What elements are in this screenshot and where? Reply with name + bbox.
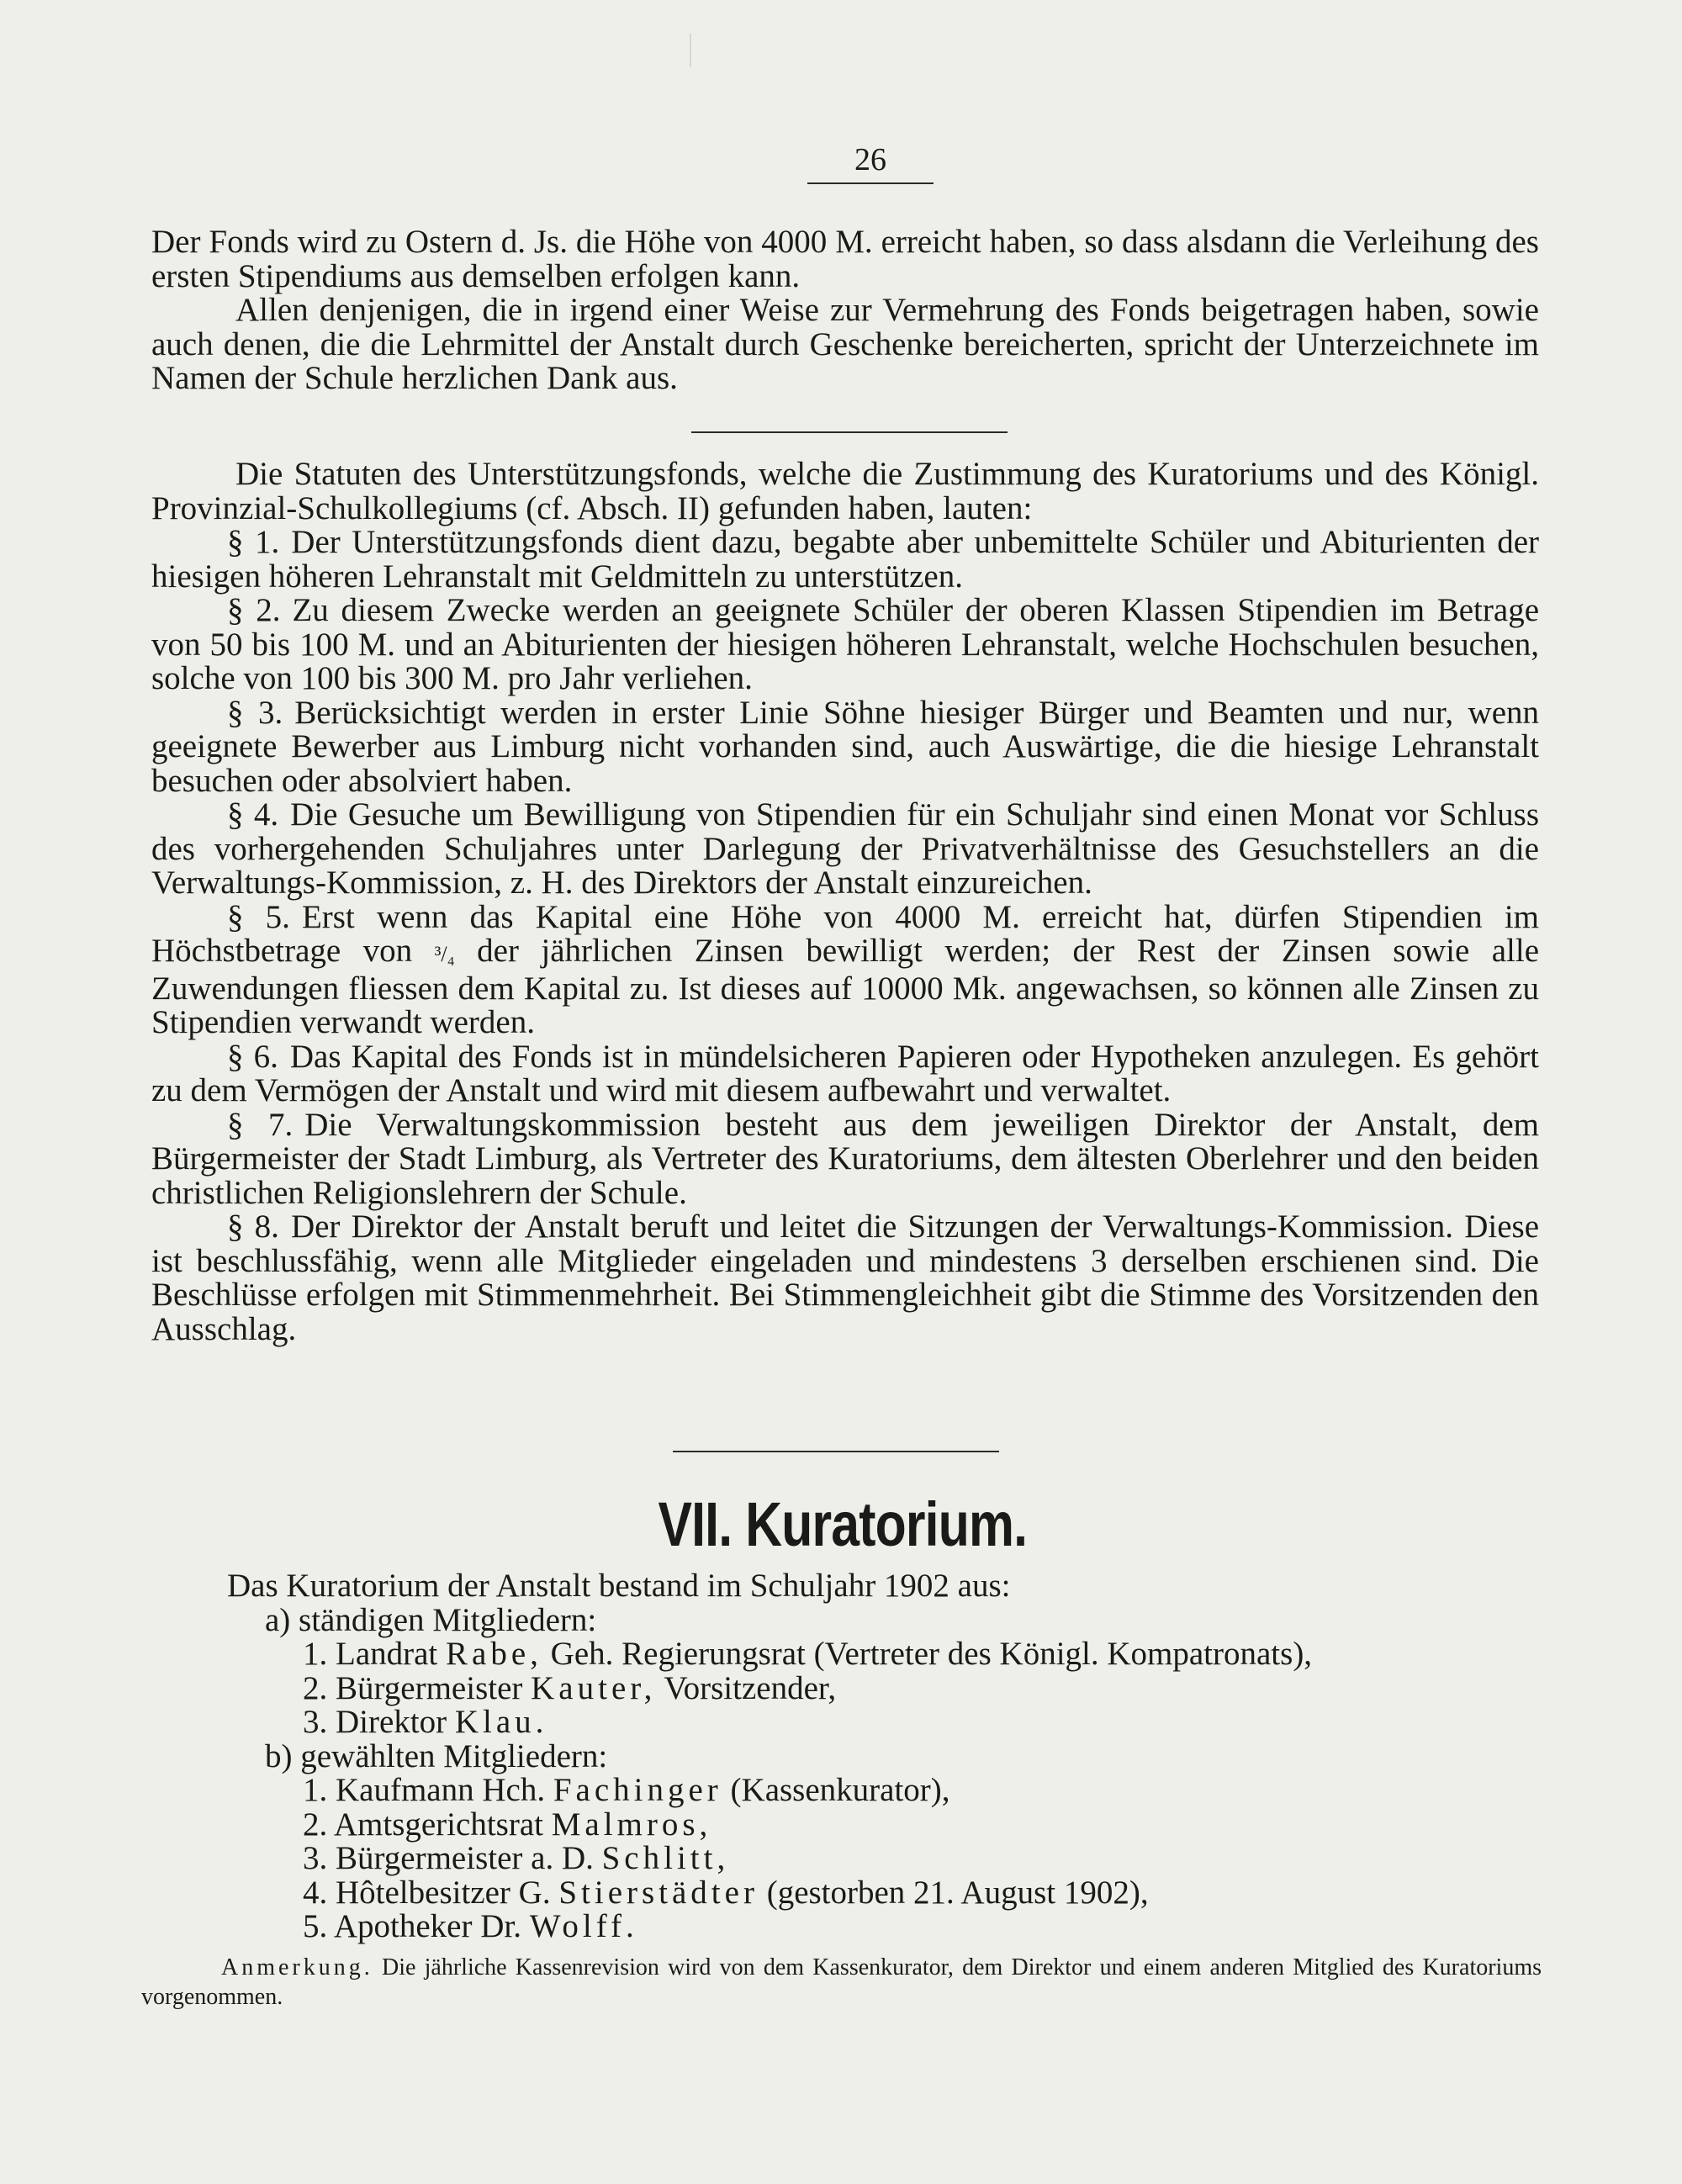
footnote	[141, 1953, 1542, 2012]
statute-paragraph-6	[151, 1040, 1539, 1108]
statute-paragraph-5	[151, 898, 1539, 1040]
member-number: 3.	[303, 1840, 328, 1876]
member-title: Apotheker Dr.	[333, 1908, 521, 1944]
member-title: Hôtelbesitzer G.	[336, 1874, 551, 1911]
statute-text: Der Direktor der Anstalt beruft und leitet die Sitzungen der Verwaltungs-Kommission. Diese ist beschlussfähig, wenn alle Mitglieder eingeladen und mindestens 3 derselben erschienen sind. Die Beschlüsse erfolgen mit Stimmenmehrheit. Bei Stimmengleichheit gibt die Stimme des Vorsitzenden den Ausschlag.	[151, 1208, 1540, 1347]
member-line	[151, 1637, 1547, 1672]
statutes-section	[151, 457, 1539, 1346]
member-name: Klau.	[454, 1704, 548, 1740]
member-line	[151, 1808, 1547, 1843]
section-mark: § 4.	[227, 796, 279, 833]
statute-text: Der Unterstützungsfonds dient dazu, begabte aber unbemittelte Schüler und Abiturienten der hiesigen höheren Lehranstalt mit Geldmitteln zu unterstützen.	[151, 524, 1539, 595]
member-line	[151, 1705, 1547, 1740]
member-number: 1.	[303, 1636, 328, 1672]
statute-paragraph-2	[151, 594, 1539, 696]
member-number: 2.	[303, 1806, 328, 1843]
statute-text-a: Erst wenn das Kapital eine Höhe von 4000 M. erreicht hat, dürfen Stipendien im Höchstbetrage von	[151, 898, 1539, 969]
statute-text: Das Kapital des Fonds ist in mündelsicheren Papieren oder Hypotheken anzulegen. Es gehört zu dem Vermögen der Anstalt und wird mit diesem aufbewahrt und verwaltet.	[151, 1038, 1539, 1108]
section-mark: § 8.	[227, 1208, 279, 1245]
statute-paragraph-3	[151, 696, 1539, 799]
intro-paragraph-1: Der Fonds wird zu Ostern d. Js. die Höhe von 4000 M. erreicht haben, so dass alsdann die Verleihung des ersten Stipendiums aus demselben erfolgen kann.	[151, 224, 1539, 294]
statute-text: Berücksichtigt werden in erster Linie Söhne hiesiger Bürger und Beamten und nur, wenn geeignete Bewerber aus Limburg nicht vorhanden sind, auch Auswärtige, die die hiesige Lehranstalt besuchen oder absolviert haben.	[151, 694, 1540, 799]
member-title: Bürgermeister	[336, 1669, 523, 1706]
section-mark: § 3.	[227, 694, 283, 731]
member-title: Kaufmann Hch.	[336, 1772, 546, 1808]
member-name: Fachinger	[553, 1772, 722, 1808]
member-note: Vorsitzender,	[664, 1669, 837, 1706]
statute-paragraph-1	[151, 526, 1539, 594]
statute-paragraph-7	[151, 1108, 1539, 1211]
member-note: (gestorben 21. August 1902),	[766, 1874, 1149, 1911]
section-mark: § 2.	[227, 592, 281, 628]
page-fold-mark	[690, 34, 691, 67]
member-number: 1.	[303, 1772, 328, 1808]
member-line	[151, 1842, 1547, 1876]
group-a-label: a) ständigen Mitgliedern:	[265, 1601, 597, 1638]
member-title: Landrat	[336, 1636, 438, 1672]
section-mark: § 6.	[227, 1038, 278, 1075]
kuratorium-lead: Das Kuratorium der Anstalt bestand im Schuljahr 1902 aus:	[227, 1568, 1011, 1604]
member-name: Wolff.	[529, 1908, 638, 1944]
member-note: Geh. Regierungsrat (Vertreter des Königl. Kompatronats),	[550, 1636, 1313, 1672]
statute-text: Die Gesuche um Bewilligung von Stipendien für ein Schuljahr sind einen Monat vor Schluss des vorhergehenden Schuljahres unter Darlegung der Privatverhältnisse des Gesuchstellers an die Verwaltungs-Kommission, z. H. des Direktors der Anstalt einzureichen.	[151, 796, 1539, 901]
statute-text: Die Verwaltungskommission besteht aus dem jeweiligen Direktor der Anstalt, dem Bürgermeister der Stadt Limburg, als Vertreter des Kuratoriums, dem ältesten Oberlehrer und den beiden christlichen Religionslehrern der Schule.	[151, 1106, 1540, 1211]
section-divider	[673, 1451, 999, 1452]
member-name: Schlitt,	[601, 1840, 730, 1876]
member-number: 2.	[303, 1669, 328, 1706]
member-title: Bürgermeister a. D.	[336, 1840, 594, 1876]
intro-section	[151, 225, 1539, 396]
member-number: 3.	[303, 1704, 328, 1740]
statute-text-b: der jährlichen Zinsen bewilligt werden; der Rest der Zinsen sowie alle Zuwendungen fliessen dem Kapital zu. Ist dieses auf 10000 Mk. angewachsen, so können alle Zinsen zu Stipendien verwandt werden.	[151, 933, 1539, 1040]
section-divider	[691, 431, 1008, 433]
intro-paragraph-2: Allen denjenigen, die in irgend einer Weise zur Vermehrung des Fonds beigetragen haben, sowie auch denen, die die Lehrmittel der Anstalt durch Geschenke bereicherten, spricht der Unterzeichnete im Namen der Schule herzlichen Dank aus.	[151, 292, 1539, 396]
footnote-text: Die jährliche Kassenrevision wird von dem Kassenkurator, dem Direktor und einem anderen Mitglied des Kuratoriums vorgenommen.	[141, 1954, 1542, 2010]
statute-paragraph-8	[151, 1210, 1539, 1346]
page-number: 26	[854, 142, 886, 177]
group-b-label: b) gewählten Mitgliedern:	[265, 1737, 608, 1774]
section-mark: § 1.	[227, 524, 280, 560]
member-line	[151, 1669, 1547, 1706]
member-line	[151, 1774, 1547, 1808]
member-name: Rabe,	[446, 1636, 542, 1672]
statutes-lead: Die Statuten des Unterstützungsfonds, welche die Zustimmung des Kuratoriums und des Königl. Provinzial-Schulkollegiums (cf. Absch. II) gefunden haben, lauten:	[151, 456, 1539, 526]
member-title: Direktor	[336, 1704, 447, 1740]
member-line	[151, 1910, 1547, 1944]
kuratorium-members	[151, 1569, 1547, 1944]
statute-text: Zu diesem Zwecke werden an geeignete Schüler der oberen Klassen Stipendien im Betrage von 50 bis 100 M. und an Abiturienten der hiesigen höheren Lehranstalt, welche Hochschulen besuchen, solche von 100 bis 300 M. pro Jahr verliehen.	[151, 592, 1540, 696]
fraction: ³/₄	[434, 942, 455, 966]
section-heading: VII. Kuratorium.	[658, 1489, 1028, 1559]
member-number: 5.	[303, 1908, 328, 1944]
member-name: Kauter,	[531, 1669, 657, 1706]
member-name: Malmros,	[551, 1806, 712, 1843]
page-number-rule	[807, 182, 934, 184]
member-note: (Kassenkurator),	[730, 1772, 950, 1808]
statute-paragraph-4	[151, 798, 1539, 901]
section-mark: § 5.	[227, 898, 290, 935]
member-title: Amtsgerichtsrat	[333, 1806, 543, 1843]
member-line	[151, 1876, 1547, 1911]
section-mark: § 7.	[227, 1106, 294, 1143]
member-name: Stierstädter	[558, 1874, 759, 1911]
footnote-label: Anmerkung.	[221, 1954, 373, 1980]
member-number: 4.	[303, 1874, 328, 1911]
